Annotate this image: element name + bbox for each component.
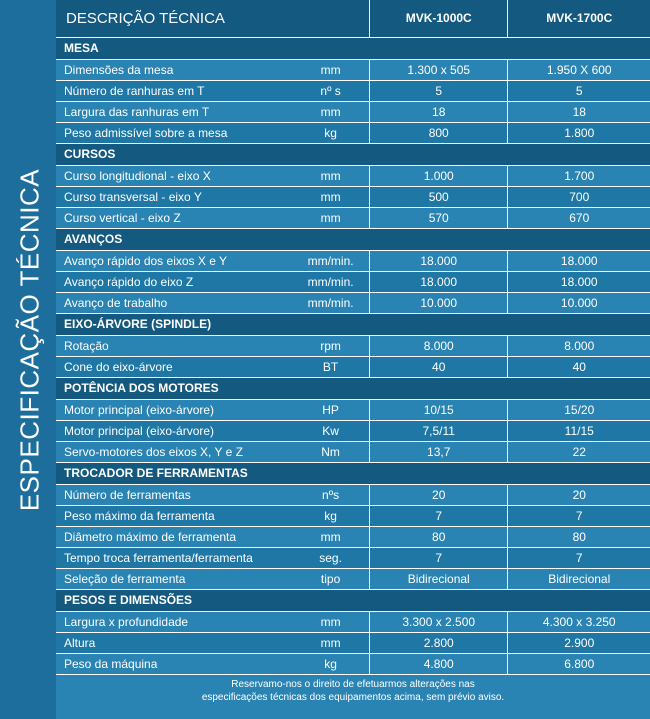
row-value-model-1: 40 xyxy=(369,357,508,377)
row-value-model-2: 40 xyxy=(507,357,650,377)
table-body xyxy=(56,38,650,675)
row-value-model-2: 5 xyxy=(507,81,650,101)
row-description: Cone do eixo-árvore xyxy=(64,360,173,374)
row-unit: mm/min. xyxy=(307,254,354,268)
section-title: AVANÇOS xyxy=(56,229,650,251)
table-row xyxy=(56,81,650,102)
footer-note xyxy=(56,675,650,719)
row-unit: mm xyxy=(320,63,341,77)
row-description: Seleção de ferramenta xyxy=(64,572,186,586)
row-value-model-2: 670 xyxy=(507,208,650,228)
table-row xyxy=(56,527,650,548)
row-value-model-1: 80 xyxy=(369,527,508,547)
row-description: Largura das ranhuras em T xyxy=(64,105,210,119)
footer-line-1: Reservamo-nos o direito de efetuarmos alterações nas xyxy=(231,679,475,690)
row-value-model-1: 10.000 xyxy=(369,293,508,313)
row-value-model-2: 1.800 xyxy=(507,123,650,143)
row-description: Motor principal (eixo-árvore) xyxy=(64,424,215,438)
row-description: Diâmetro máximo de ferramenta xyxy=(64,530,237,544)
row-value-model-2: 10.000 xyxy=(507,293,650,313)
table-row xyxy=(56,336,650,357)
row-description: Curso transversal - eixo Y xyxy=(64,190,202,204)
row-unit: kg xyxy=(324,509,337,523)
row-value-model-2: 22 xyxy=(507,442,650,462)
side-panel xyxy=(0,0,56,719)
table-row xyxy=(56,506,650,527)
row-description: Avanço rápido dos eixos X e Y xyxy=(64,254,227,268)
row-value-model-1: 1.000 xyxy=(369,166,508,186)
row-value-model-2: 7 xyxy=(507,548,650,568)
section-title: MESA xyxy=(56,38,650,60)
table-row xyxy=(56,357,650,378)
row-description: Avanço rápido do eixo Z xyxy=(64,275,194,289)
row-unit: mm xyxy=(320,530,341,544)
side-title: ESPECIFICAÇÃO TÉCNICA xyxy=(14,168,45,512)
row-value-model-2: 11/15 xyxy=(507,421,650,441)
row-value-model-2: 18 xyxy=(507,102,650,122)
row-value-model-2: 7 xyxy=(507,506,650,526)
row-value-model-2: Bidirecional xyxy=(507,569,650,589)
table-row xyxy=(56,102,650,123)
row-value-model-2: 700 xyxy=(507,187,650,207)
section-title: TROCADOR DE FERRAMENTAS xyxy=(56,463,650,485)
row-value-model-2: 15/20 xyxy=(507,400,650,420)
row-value-model-2: 8.000 xyxy=(507,336,650,356)
row-description: Rotação xyxy=(64,339,109,353)
spec-table xyxy=(56,0,650,719)
table-row xyxy=(56,400,650,421)
row-value-model-2: 4.300 x 3.250 xyxy=(507,612,650,632)
row-value-model-1: 7 xyxy=(369,548,508,568)
row-description: Peso da máquina xyxy=(64,657,158,671)
header-model-1: MVK-1000C xyxy=(369,0,508,37)
row-description: Número de ranhuras em T xyxy=(64,84,205,98)
row-value-model-1: 570 xyxy=(369,208,508,228)
table-row xyxy=(56,612,650,633)
row-value-model-1: 500 xyxy=(369,187,508,207)
section-title: CURSOS xyxy=(56,144,650,166)
row-value-model-2: 6.800 xyxy=(507,654,650,674)
row-unit: seg. xyxy=(319,551,342,565)
row-unit: mm xyxy=(320,636,341,650)
header-model-2: MVK-1700C xyxy=(507,0,650,37)
table-row xyxy=(56,421,650,442)
table-row xyxy=(56,654,650,675)
row-unit: BT xyxy=(322,360,339,374)
row-description: Avanço de trabalho xyxy=(64,296,168,310)
table-row xyxy=(56,293,650,314)
row-description: Número de ferramentas xyxy=(64,488,191,502)
row-value-model-1: 5 xyxy=(369,81,508,101)
table-row xyxy=(56,251,650,272)
row-description: Largura x profundidade xyxy=(64,615,189,629)
table-row xyxy=(56,208,650,229)
row-value-model-2: 20 xyxy=(507,485,650,505)
row-value-model-1: 2.800 xyxy=(369,633,508,653)
row-value-model-1: 18 xyxy=(369,102,508,122)
row-description: Tempo troca ferramenta/ferramenta xyxy=(64,551,253,565)
row-value-model-1: 18.000 xyxy=(369,272,508,292)
table-row xyxy=(56,442,650,463)
row-unit: HP xyxy=(322,403,339,417)
row-description: Servo-motores dos eixos X, Y e Z xyxy=(64,445,243,459)
row-value-model-1: 1.300 x 505 xyxy=(369,60,508,80)
row-value-model-1: 20 xyxy=(369,485,508,505)
table-row xyxy=(56,485,650,506)
row-description: Curso longitudional - eixo X xyxy=(64,169,211,183)
row-value-model-2: 1.700 xyxy=(507,166,650,186)
row-unit: nºs xyxy=(322,488,340,502)
row-unit: kg xyxy=(324,657,337,671)
row-unit: nº s xyxy=(320,84,341,98)
header-description: DESCRIÇÃO TÉCNICA xyxy=(66,10,225,27)
row-description: Altura xyxy=(64,636,96,650)
row-unit: mm xyxy=(320,169,341,183)
table-row xyxy=(56,187,650,208)
row-value-model-1: 18.000 xyxy=(369,251,508,271)
table-row xyxy=(56,60,650,81)
row-value-model-1: Bidirecional xyxy=(369,569,508,589)
row-description: Motor principal (eixo-árvore) xyxy=(64,403,215,417)
row-unit: mm/min. xyxy=(307,275,354,289)
row-unit: tipo xyxy=(320,572,341,586)
row-value-model-1: 7 xyxy=(369,506,508,526)
row-unit: mm xyxy=(320,615,341,629)
section-title: PESOS E DIMENSÕES xyxy=(56,590,650,612)
row-unit: mm/min. xyxy=(307,296,354,310)
table-row xyxy=(56,569,650,590)
row-value-model-1: 800 xyxy=(369,123,508,143)
row-unit: Kw xyxy=(322,424,339,438)
row-description: Curso vertical - eixo Z xyxy=(64,211,181,225)
row-value-model-1: 13,7 xyxy=(369,442,508,462)
table-row xyxy=(56,548,650,569)
section-title: POTÊNCIA DOS MOTORES xyxy=(56,378,650,400)
footer-line-2: especificações técnicas dos equipamentos acima, sem prévio aviso. xyxy=(201,692,505,703)
row-value-model-2: 80 xyxy=(507,527,650,547)
row-value-model-1: 3.300 x 2.500 xyxy=(369,612,508,632)
row-value-model-1: 4.800 xyxy=(369,654,508,674)
row-value-model-1: 7,5/11 xyxy=(369,421,508,441)
row-value-model-2: 18.000 xyxy=(507,251,650,271)
row-value-model-2: 2.900 xyxy=(507,633,650,653)
table-row xyxy=(56,633,650,654)
row-unit: mm xyxy=(320,211,341,225)
table-row xyxy=(56,123,650,144)
row-value-model-2: 18.000 xyxy=(507,272,650,292)
table-row xyxy=(56,166,650,187)
row-unit: rpm xyxy=(320,339,341,353)
row-unit: mm xyxy=(320,190,341,204)
row-description: Peso admissível sobre a mesa xyxy=(64,126,228,140)
section-title: EIXO-ÁRVORE (SPINDLE) xyxy=(56,314,650,336)
row-value-model-2: 1.950 X 600 xyxy=(507,60,650,80)
table-row xyxy=(56,272,650,293)
row-unit: Nm xyxy=(321,445,340,459)
row-value-model-1: 10/15 xyxy=(369,400,508,420)
row-description: Dimensões da mesa xyxy=(64,63,174,77)
row-value-model-1: 8.000 xyxy=(369,336,508,356)
row-unit: kg xyxy=(324,126,337,140)
row-unit: mm xyxy=(320,105,341,119)
table-header xyxy=(56,0,650,38)
row-description: Peso máximo da ferramenta xyxy=(64,509,215,523)
